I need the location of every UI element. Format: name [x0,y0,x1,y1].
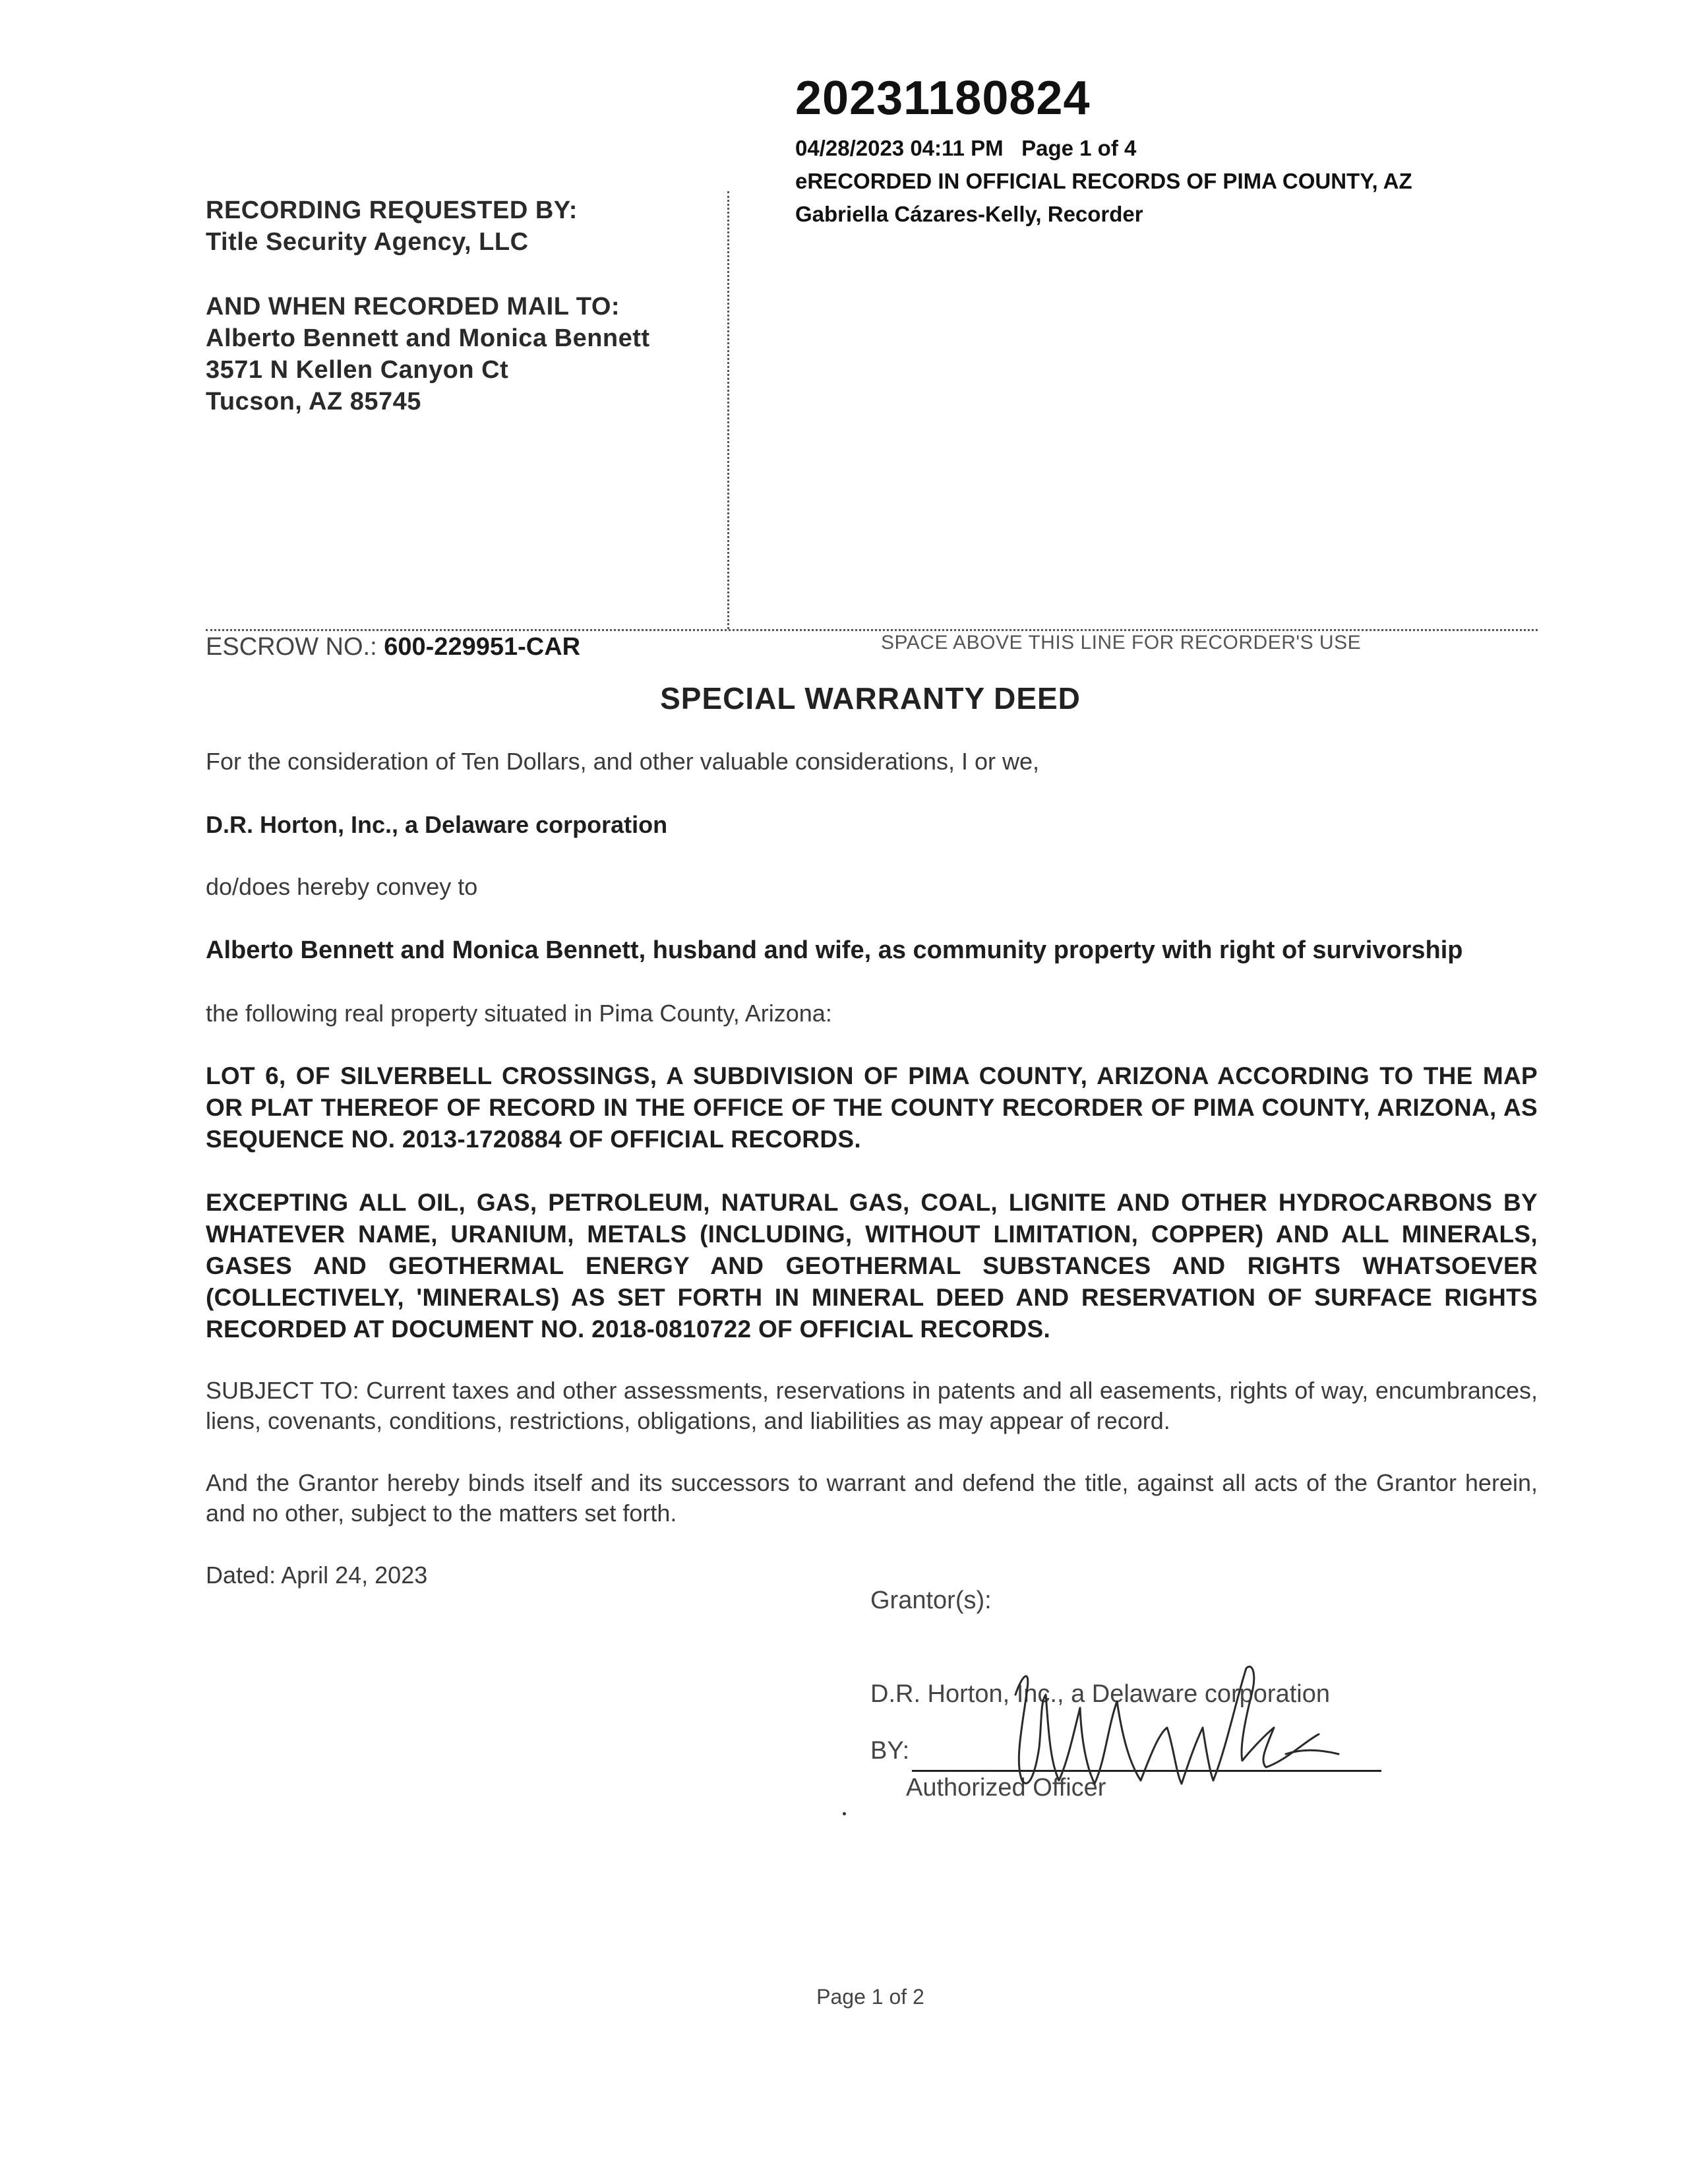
mineral-exception: EXCEPTING ALL OIL, GAS, PETROLEUM, NATURAL GAS, COAL, LIGNITE AND OTHER HYDROCARBONS BY WHATEVER NAME, URANIUM, METALS (INCLUDING, WITHOUT LIMITATION, COPPER) AND ALL MINERALS, GASES AND GEOTHERMAL ENERGY AND GEOTHERMAL SUBSTANCES AND RIGHTS WHATSOEVER (COLLECTIVELY, 'MINERALS) AS SET FORTH IN MINERAL DEED AND RESERVATION OF SURFACE RIGHTS RECORDED AT DOCUMENT NO. 2018-0810722 OF OFFICIAL RECORDS. [206,1189,1538,1343]
footer-page-number: Page 1 of 2 [816,1985,924,2009]
escrow-line [206,633,580,661]
recorder-name: Gabriella Cázares-Kelly, Recorder [795,202,1143,226]
recorded-in: eRECORDED IN OFFICIAL RECORDS OF PIMA COUNTY, AZ [795,169,1412,193]
scan-speck [843,1812,846,1815]
header-vertical-divider [727,191,729,629]
property-intro: the following real property situated in Pima County, Arizona: [206,1000,832,1027]
recorded-datetime: 04/28/2023 04:11 PM [795,136,1004,160]
escrow-number: 600-229951-CAR [384,633,581,661]
requested-by-label: RECORDING REQUESTED BY: [206,197,578,224]
handwritten-signature [976,1649,1345,1820]
recorder-space-divider [206,629,1538,631]
document-number: 20231180824 [795,72,1091,125]
officer-title: Authorized Officer [906,1774,1106,1802]
grantee-text: Alberto Bennett and Monica Bennett, husband and wife, as community property with right of survivorship [206,936,1463,964]
signature-grantor-name: D.R. Horton, Inc., a Delaware corporation [870,1680,1330,1708]
warranty-text: And the Grantor hereby binds itself and its successors to warrant and defend the title, against all acts of the Grantor herein, and no other, subject to the matters set forth. [206,1469,1538,1527]
mail-to-label: AND WHEN RECORDED MAIL TO: [206,293,620,320]
escrow-label: ESCROW NO.: [206,633,377,661]
legal-description: LOT 6, OF SILVERBELL CROSSINGS, A SUBDIVISION OF PIMA COUNTY, ARIZONA ACCORDING TO THE MAP OR PLAT THEREOF OF RECORD IN THE OFFICE OF THE COUNTY RECORDER OF PIMA COUNTY, ARIZONA, AS SEQUENCE NO. 2013-1720884 OF OFFICIAL RECORDS. [206,1062,1538,1153]
requested-by: Title Security Agency, LLC [206,228,529,256]
by-label: BY: [870,1737,910,1765]
recorder-space-note: SPACE ABOVE THIS LINE FOR RECORDER'S USE [881,632,1362,653]
convey-text: do/does hereby convey to [206,873,478,900]
grantor-text: D.R. Horton, Inc., a Delaware corporation [206,811,668,838]
mail-to-city: Tucson, AZ 85745 [206,388,421,415]
stamp-page-info: Page 1 of 4 [1021,136,1137,160]
dated-text: Dated: April 24, 2023 [206,1562,428,1589]
grantor-label: Grantor(s): [870,1587,992,1614]
mail-to-street: 3571 N Kellen Canyon Ct [206,356,509,384]
recorded-datetime-line [795,136,1136,161]
deed-title: SPECIAL WARRANTY DEED [660,681,1081,715]
mail-to-name: Alberto Bennett and Monica Bennett [206,324,650,352]
subject-to-text: SUBJECT TO: Current taxes and other assessments, reservations in patents and all easements, rights of way, encumbrances, liens, covenants, conditions, restrictions, obligations, and liabilities as may appear of record. [206,1377,1538,1434]
consideration-text: For the consideration of Ten Dollars, and other valuable considerations, I or we, [206,748,1040,775]
